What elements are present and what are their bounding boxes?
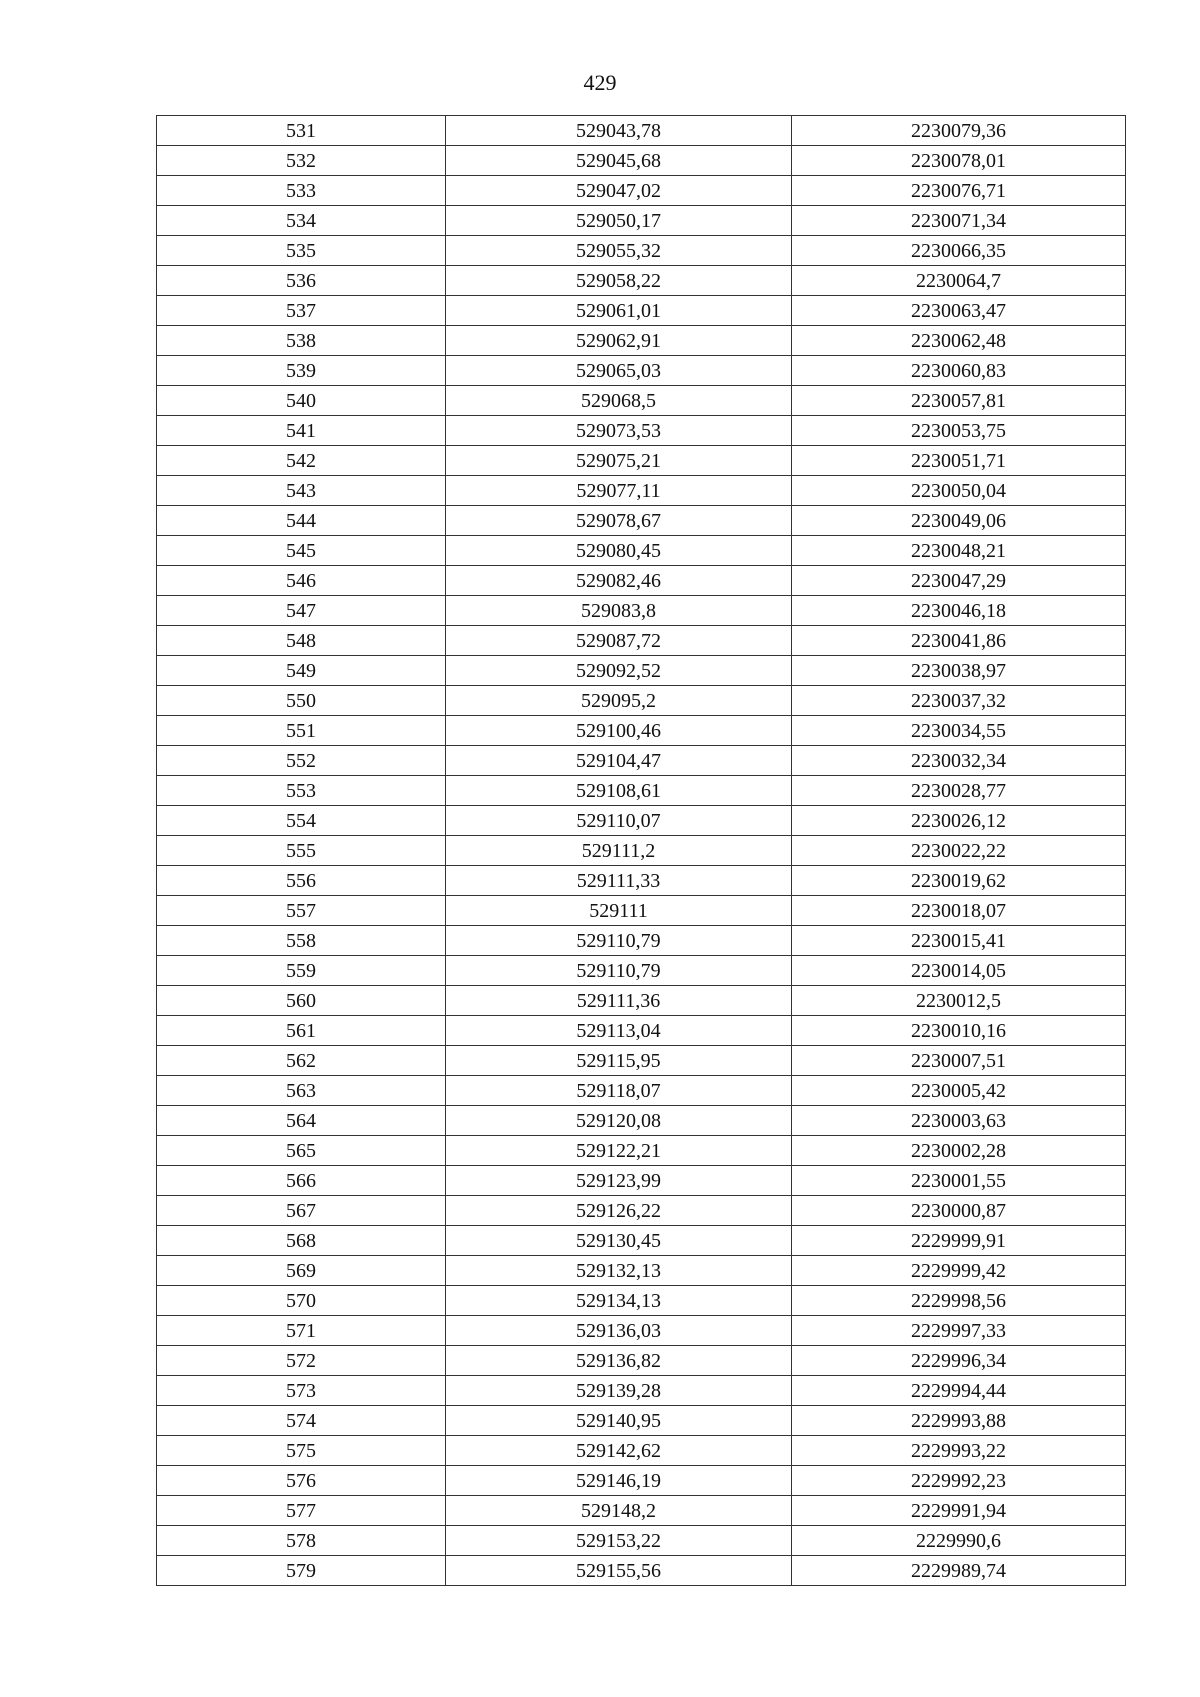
table-row [157,1046,1126,1076]
table-row [157,836,1126,866]
x-coordinate-cell: 529095,2 [446,686,792,716]
y-coordinate-cell: 2229999,42 [792,1256,1126,1286]
point-number-cell: 550 [157,686,446,716]
table-row [157,1286,1126,1316]
point-number-cell: 533 [157,176,446,206]
x-coordinate-cell: 529082,46 [446,566,792,596]
y-coordinate-cell: 2230005,42 [792,1076,1126,1106]
y-coordinate-cell: 2230012,5 [792,986,1126,1016]
table-row [157,896,1126,926]
point-number-cell: 567 [157,1196,446,1226]
table-row [157,1226,1126,1256]
x-coordinate-cell: 529061,01 [446,296,792,326]
x-coordinate-cell: 529100,46 [446,716,792,746]
point-number-cell: 555 [157,836,446,866]
x-coordinate-cell: 529111 [446,896,792,926]
point-number-cell: 577 [157,1496,446,1526]
table-row [157,596,1126,626]
point-number-cell: 563 [157,1076,446,1106]
y-coordinate-cell: 2229991,94 [792,1496,1126,1526]
y-coordinate-cell: 2230060,83 [792,356,1126,386]
table-row [157,416,1126,446]
point-number-cell: 571 [157,1316,446,1346]
table-row [157,716,1126,746]
point-number-cell: 535 [157,236,446,266]
y-coordinate-cell: 2230049,06 [792,506,1126,536]
table-row [157,1436,1126,1466]
table-row [157,566,1126,596]
table-row [157,146,1126,176]
point-number-cell: 541 [157,416,446,446]
point-number-cell: 562 [157,1046,446,1076]
x-coordinate-cell: 529083,8 [446,596,792,626]
y-coordinate-cell: 2230018,07 [792,896,1126,926]
table-row [157,1256,1126,1286]
x-coordinate-cell: 529122,21 [446,1136,792,1166]
coordinates-table-body [157,116,1126,1586]
y-coordinate-cell: 2230063,47 [792,296,1126,326]
table-row [157,176,1126,206]
y-coordinate-cell: 2229996,34 [792,1346,1126,1376]
table-row [157,1556,1126,1586]
y-coordinate-cell: 2230053,75 [792,416,1126,446]
x-coordinate-cell: 529126,22 [446,1196,792,1226]
table-row [157,326,1126,356]
x-coordinate-cell: 529110,07 [446,806,792,836]
x-coordinate-cell: 529118,07 [446,1076,792,1106]
y-coordinate-cell: 2230019,62 [792,866,1126,896]
y-coordinate-cell: 2230047,29 [792,566,1126,596]
point-number-cell: 569 [157,1256,446,1286]
point-number-cell: 552 [157,746,446,776]
x-coordinate-cell: 529115,95 [446,1046,792,1076]
table-row [157,1076,1126,1106]
x-coordinate-cell: 529120,08 [446,1106,792,1136]
y-coordinate-cell: 2230066,35 [792,236,1126,266]
point-number-cell: 566 [157,1166,446,1196]
y-coordinate-cell: 2229990,6 [792,1526,1126,1556]
table-row [157,116,1126,146]
y-coordinate-cell: 2230007,51 [792,1046,1126,1076]
x-coordinate-cell: 529113,04 [446,1016,792,1046]
x-coordinate-cell: 529139,28 [446,1376,792,1406]
point-number-cell: 546 [157,566,446,596]
table-row [157,986,1126,1016]
y-coordinate-cell: 2229993,22 [792,1436,1126,1466]
x-coordinate-cell: 529140,95 [446,1406,792,1436]
y-coordinate-cell: 2230002,28 [792,1136,1126,1166]
x-coordinate-cell: 529043,78 [446,116,792,146]
page-number: 429 [583,70,617,95]
table-row [157,1526,1126,1556]
point-number-cell: 572 [157,1346,446,1376]
point-number-cell: 544 [157,506,446,536]
table-row [157,446,1126,476]
table-row [157,626,1126,656]
x-coordinate-cell: 529146,19 [446,1466,792,1496]
table-row [157,776,1126,806]
point-number-cell: 531 [157,116,446,146]
point-number-cell: 579 [157,1556,446,1586]
coordinates-table [156,115,1126,1586]
x-coordinate-cell: 529110,79 [446,926,792,956]
x-coordinate-cell: 529062,91 [446,326,792,356]
table-row [157,806,1126,836]
point-number-cell: 561 [157,1016,446,1046]
point-number-cell: 542 [157,446,446,476]
table-row [157,1136,1126,1166]
y-coordinate-cell: 2229997,33 [792,1316,1126,1346]
table-row [157,506,1126,536]
table-row [157,386,1126,416]
table-row [157,206,1126,236]
x-coordinate-cell: 529092,52 [446,656,792,686]
y-coordinate-cell: 2230015,41 [792,926,1126,956]
point-number-cell: 549 [157,656,446,686]
point-number-cell: 532 [157,146,446,176]
table-row [157,746,1126,776]
point-number-cell: 565 [157,1136,446,1166]
y-coordinate-cell: 2230000,87 [792,1196,1126,1226]
x-coordinate-cell: 529080,45 [446,536,792,566]
table-row [157,866,1126,896]
table-row [157,656,1126,686]
y-coordinate-cell: 2230071,34 [792,206,1126,236]
y-coordinate-cell: 2230078,01 [792,146,1126,176]
x-coordinate-cell: 529078,67 [446,506,792,536]
x-coordinate-cell: 529055,32 [446,236,792,266]
table-row [157,1106,1126,1136]
x-coordinate-cell: 529142,62 [446,1436,792,1466]
x-coordinate-cell: 529132,13 [446,1256,792,1286]
x-coordinate-cell: 529155,56 [446,1556,792,1586]
point-number-cell: 537 [157,296,446,326]
x-coordinate-cell: 529075,21 [446,446,792,476]
x-coordinate-cell: 529123,99 [446,1166,792,1196]
y-coordinate-cell: 2230022,22 [792,836,1126,866]
y-coordinate-cell: 2229993,88 [792,1406,1126,1436]
x-coordinate-cell: 529050,17 [446,206,792,236]
point-number-cell: 536 [157,266,446,296]
point-number-cell: 570 [157,1286,446,1316]
table-row [157,1496,1126,1526]
point-number-cell: 548 [157,626,446,656]
y-coordinate-cell: 2230050,04 [792,476,1126,506]
y-coordinate-cell: 2229992,23 [792,1466,1126,1496]
x-coordinate-cell: 529136,03 [446,1316,792,1346]
y-coordinate-cell: 2230032,34 [792,746,1126,776]
y-coordinate-cell: 2230062,48 [792,326,1126,356]
point-number-cell: 554 [157,806,446,836]
x-coordinate-cell: 529047,02 [446,176,792,206]
x-coordinate-cell: 529045,68 [446,146,792,176]
point-number-cell: 575 [157,1436,446,1466]
y-coordinate-cell: 2230057,81 [792,386,1126,416]
y-coordinate-cell: 2230034,55 [792,716,1126,746]
table-row [157,1406,1126,1436]
y-coordinate-cell: 2230076,71 [792,176,1126,206]
y-coordinate-cell: 2230046,18 [792,596,1126,626]
point-number-cell: 551 [157,716,446,746]
x-coordinate-cell: 529104,47 [446,746,792,776]
point-number-cell: 578 [157,1526,446,1556]
x-coordinate-cell: 529077,11 [446,476,792,506]
y-coordinate-cell: 2230048,21 [792,536,1126,566]
table-row [157,296,1126,326]
y-coordinate-cell: 2230064,7 [792,266,1126,296]
y-coordinate-cell: 2229999,91 [792,1226,1126,1256]
x-coordinate-cell: 529136,82 [446,1346,792,1376]
y-coordinate-cell: 2230010,16 [792,1016,1126,1046]
point-number-cell: 557 [157,896,446,926]
y-coordinate-cell: 2230028,77 [792,776,1126,806]
y-coordinate-cell: 2230001,55 [792,1166,1126,1196]
x-coordinate-cell: 529073,53 [446,416,792,446]
x-coordinate-cell: 529148,2 [446,1496,792,1526]
table-row [157,1376,1126,1406]
table-row [157,1346,1126,1376]
point-number-cell: 576 [157,1466,446,1496]
table-row [157,1196,1126,1226]
point-number-cell: 558 [157,926,446,956]
x-coordinate-cell: 529111,33 [446,866,792,896]
y-coordinate-cell: 2230079,36 [792,116,1126,146]
point-number-cell: 534 [157,206,446,236]
table-row [157,236,1126,266]
point-number-cell: 553 [157,776,446,806]
point-number-cell: 538 [157,326,446,356]
table-row [157,356,1126,386]
point-number-cell: 540 [157,386,446,416]
table-row [157,956,1126,986]
table-row [157,1316,1126,1346]
table-row [157,686,1126,716]
x-coordinate-cell: 529068,5 [446,386,792,416]
table-row [157,1166,1126,1196]
x-coordinate-cell: 529058,22 [446,266,792,296]
x-coordinate-cell: 529111,36 [446,986,792,1016]
table-row [157,536,1126,566]
point-number-cell: 568 [157,1226,446,1256]
point-number-cell: 556 [157,866,446,896]
y-coordinate-cell: 2229998,56 [792,1286,1126,1316]
y-coordinate-cell: 2229989,74 [792,1556,1126,1586]
point-number-cell: 559 [157,956,446,986]
y-coordinate-cell: 2230003,63 [792,1106,1126,1136]
y-coordinate-cell: 2229994,44 [792,1376,1126,1406]
y-coordinate-cell: 2230041,86 [792,626,1126,656]
x-coordinate-cell: 529110,79 [446,956,792,986]
table-row [157,266,1126,296]
table-row [157,1466,1126,1496]
point-number-cell: 573 [157,1376,446,1406]
point-number-cell: 564 [157,1106,446,1136]
x-coordinate-cell: 529134,13 [446,1286,792,1316]
point-number-cell: 545 [157,536,446,566]
x-coordinate-cell: 529087,72 [446,626,792,656]
point-number-cell: 539 [157,356,446,386]
table-row [157,926,1126,956]
point-number-cell: 574 [157,1406,446,1436]
y-coordinate-cell: 2230026,12 [792,806,1126,836]
x-coordinate-cell: 529153,22 [446,1526,792,1556]
x-coordinate-cell: 529065,03 [446,356,792,386]
x-coordinate-cell: 529108,61 [446,776,792,806]
point-number-cell: 547 [157,596,446,626]
y-coordinate-cell: 2230051,71 [792,446,1126,476]
y-coordinate-cell: 2230038,97 [792,656,1126,686]
table-row [157,476,1126,506]
table-row [157,1016,1126,1046]
point-number-cell: 543 [157,476,446,506]
point-number-cell: 560 [157,986,446,1016]
x-coordinate-cell: 529111,2 [446,836,792,866]
x-coordinate-cell: 529130,45 [446,1226,792,1256]
y-coordinate-cell: 2230014,05 [792,956,1126,986]
y-coordinate-cell: 2230037,32 [792,686,1126,716]
